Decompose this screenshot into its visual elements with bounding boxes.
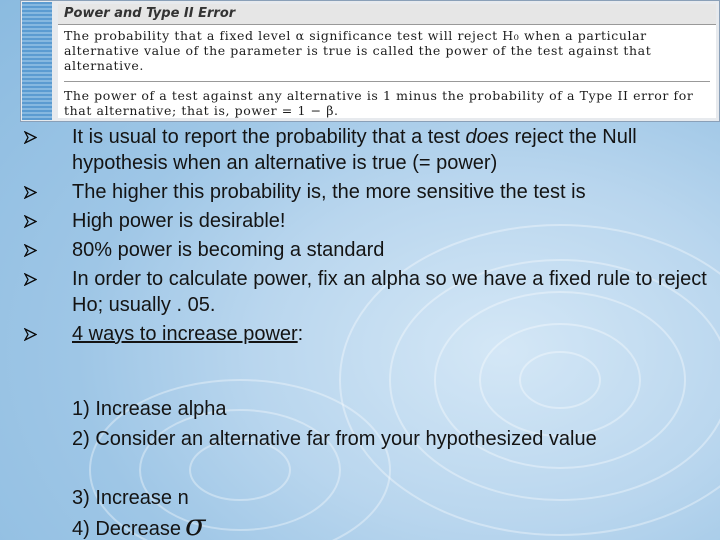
decorative-stripe: [22, 2, 52, 120]
way-item: 3) Increase n: [72, 487, 189, 509]
bullet-list: [24, 124, 714, 350]
bullet-text: High power is desirable!: [72, 210, 286, 232]
bullet-text: 80% power is becoming a standard: [72, 239, 385, 261]
bullet-text: :: [297, 323, 304, 345]
way-item: 2) Consider an alternative far from your hypothesized value: [72, 428, 597, 450]
way-item-text: 4) Decrease: [72, 518, 181, 540]
bullet-emphasis: does: [465, 126, 509, 148]
bullet-text: It is usual to report the probability that a test: [72, 126, 466, 148]
arrow-bullet-icon: [24, 244, 37, 257]
arrow-bullet-icon: [24, 215, 37, 228]
way-item: 1) Increase alpha: [72, 398, 227, 420]
sigma-symbol: σ: [184, 508, 206, 540]
way-item-last: [72, 508, 712, 540]
power-formula: The power of a test against any alternative is 1 minus the probability of a Type II error for that alternative; that is, power = 1 − β.: [64, 81, 710, 118]
increase-power-heading: 4 ways to increase power: [72, 323, 298, 345]
bullet-item: [24, 321, 714, 347]
textbox-title: Power and Type II Error: [58, 4, 716, 25]
power-definition: The probability that a fixed level α significance test will reject H₀ when a particular alternative value of the parameter is true is called the power of the test against that alternative.: [64, 28, 652, 73]
bullet-item: [24, 208, 714, 234]
bullet-item: [24, 237, 714, 263]
bullet-text: reject the Null hypothesis when an alternative is true (= power): [72, 126, 637, 174]
arrow-bullet-icon: [24, 328, 37, 341]
arrow-bullet-icon: [24, 131, 37, 144]
bullet-item: [24, 179, 714, 205]
arrow-bullet-icon: [24, 186, 37, 199]
bullet-item: [24, 124, 714, 176]
bullet-text: In order to calculate power, fix an alpha so we have a fixed rule to reject Ho; usually . 05.: [72, 268, 707, 316]
bullet-item: [24, 266, 714, 318]
bullet-text: The higher this probability is, the more sensitive the test is: [72, 181, 586, 203]
arrow-bullet-icon: [24, 273, 37, 286]
definition-textbox: [58, 4, 716, 118]
